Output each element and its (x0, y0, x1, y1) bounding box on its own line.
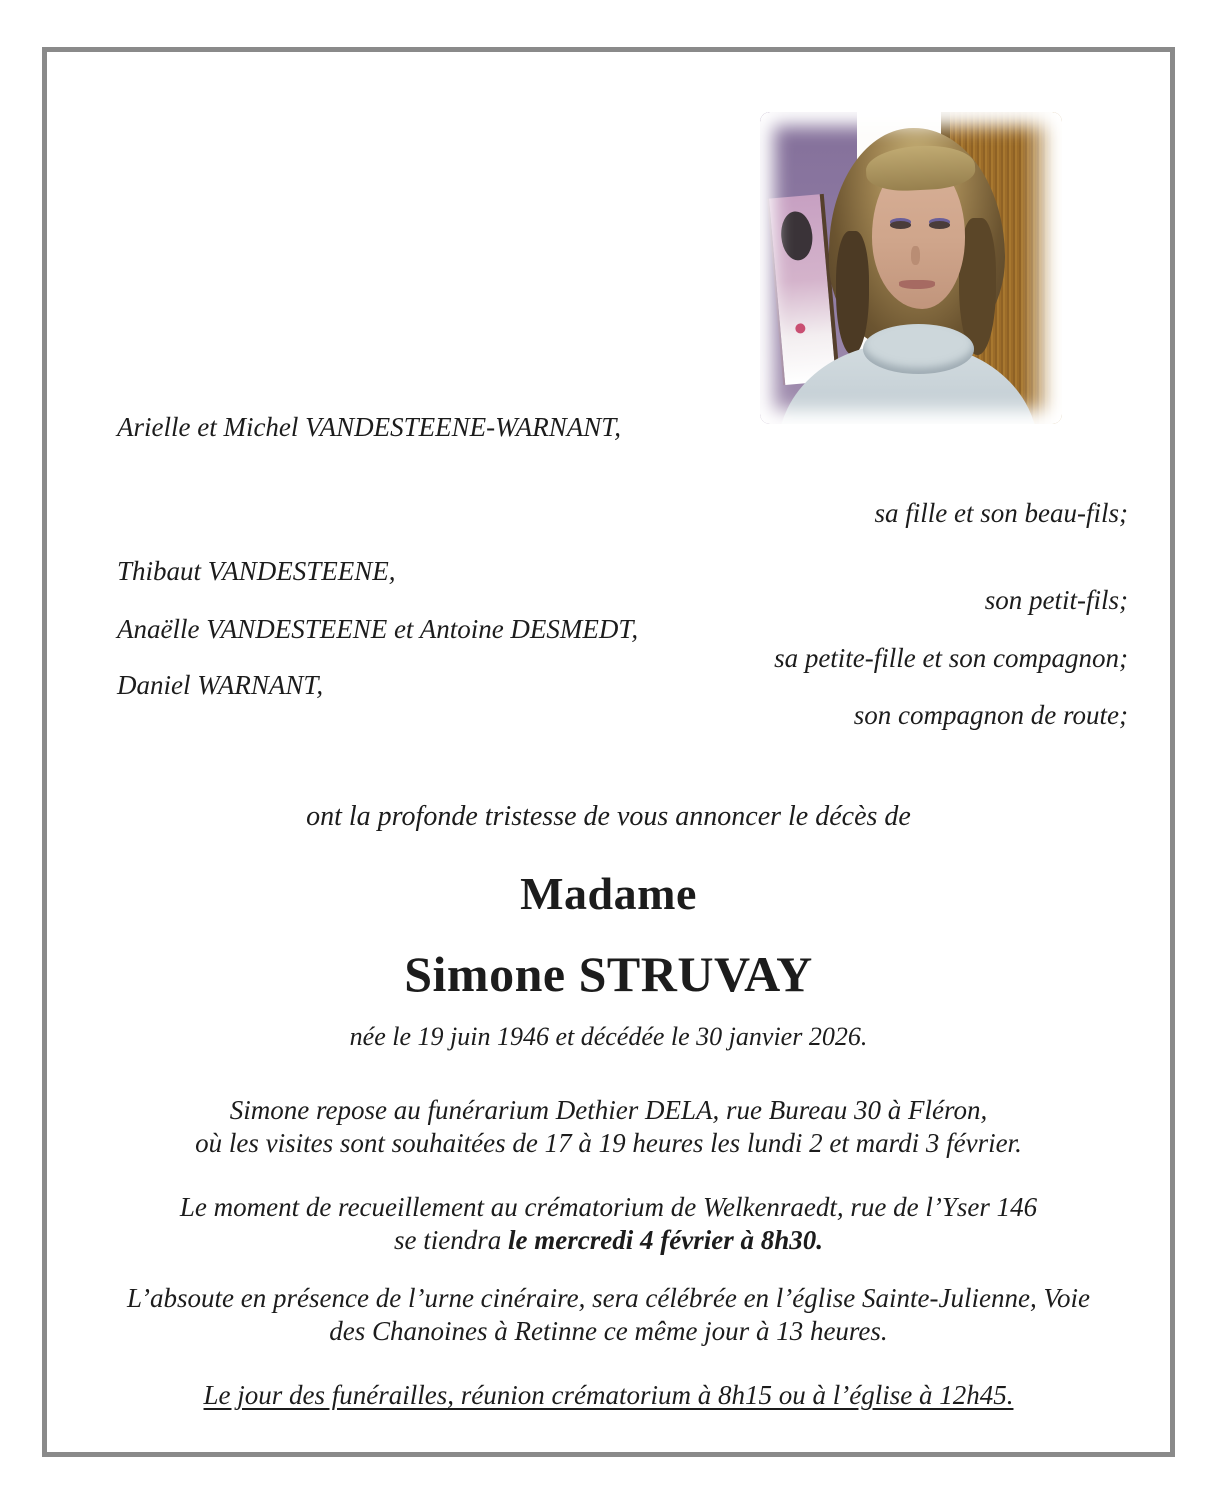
recueillement-line-2 (47, 1224, 1170, 1257)
photo-feathered-edge (760, 112, 1062, 424)
relative-relation-3: sa petite-fille et son compagnon; (774, 643, 1128, 673)
relative-name-2: Thibaut VANDESTEENE, (117, 556, 396, 586)
recueillement-line-2-prefix: se tiendra (394, 1225, 509, 1255)
deceased-title: Madame (520, 868, 697, 919)
deceased-name: Simone STRUVAY (404, 946, 813, 1002)
relative-name-3: Anaëlle VANDESTEENE et Antoine DESMEDT, (117, 614, 639, 644)
relative-relation-4: son compagnon de route; (853, 700, 1128, 730)
recueillement-line-2-bold: le mercredi 4 février à 8h30. (508, 1225, 823, 1255)
absoute-line-2: des Chanoines à Retinne ce même jour à 13 heures. (329, 1316, 888, 1346)
page-border-frame (42, 47, 1175, 1457)
deceased-life-dates: née le 19 juin 1946 et décédée le 30 janvier 2026. (349, 1022, 868, 1051)
relative-name-1: Arielle et Michel VANDESTEENE-WARNANT, (117, 412, 622, 442)
relative-relation-1: sa fille et son beau-fils; (874, 498, 1128, 528)
paragraph-funerailles: Le jour des funérailles, réunion crématorium à 8h15 ou à l’église à 12h45. (203, 1380, 1014, 1410)
recueillement-line-1: Le moment de recueillement au crématorium de Welkenraedt, rue de l’Yser 146 (179, 1192, 1038, 1222)
relative-relation-2: son petit-fils; (984, 585, 1128, 615)
portrait-photo (760, 112, 1062, 424)
paragraph-absoute (47, 1282, 1170, 1348)
relative-name-4: Daniel WARNANT, (117, 670, 324, 700)
announcement-intro: ont la profonde tristesse de vous annoncer le décès de (306, 801, 911, 832)
paragraph-repose (47, 1094, 1170, 1160)
absoute-line-1: L’absoute en présence de l’urne cinéraire, sera célébrée en l’église Sainte-Julienne, Voie (127, 1283, 1090, 1313)
paragraph-recueillement (47, 1191, 1170, 1257)
repose-line-2: où les visites sont souhaitées de 17 à 19 heures les lundi 2 et mardi 3 février. (195, 1128, 1022, 1158)
repose-line-1: Simone repose au funérarium Dethier DELA, rue Bureau 30 à Fléron, (229, 1095, 988, 1125)
